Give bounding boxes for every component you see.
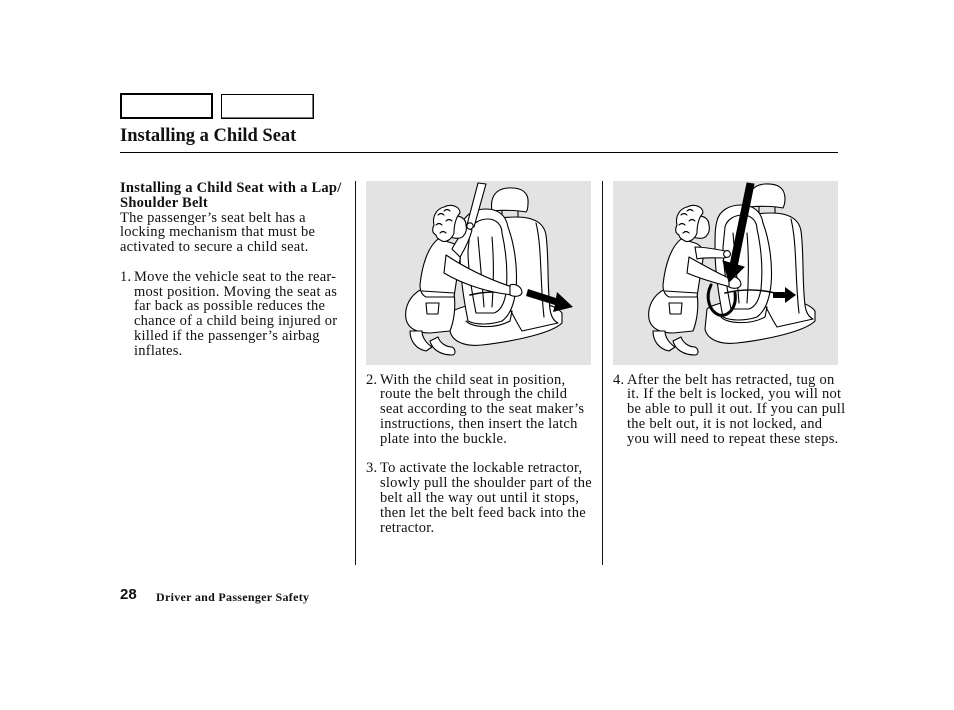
intro-line: activated to secure a child seat.: [120, 239, 309, 256]
step-line: route the belt through the child: [380, 386, 568, 403]
section-heading: Shoulder Belt: [120, 194, 208, 211]
step-line: Move the vehicle seat to the rear-: [134, 268, 337, 285]
step-line: To activate the lockable retractor,: [380, 460, 583, 477]
child-seat-belt-routing-illustration: [366, 181, 591, 365]
step-line: seat according to the seat maker’s: [380, 401, 585, 418]
page-number: 28: [120, 586, 137, 603]
step-line: you will need to repeat these steps.: [627, 430, 839, 447]
step-line: inflates.: [134, 342, 183, 359]
figure-shoe: [410, 331, 432, 351]
step-line: slowly pull the shoulder part of the: [380, 475, 592, 492]
step-line: far back as possible reduces the: [134, 298, 326, 315]
step-line: most position. Moving the seat as: [134, 283, 338, 300]
footer-section-title: Driver and Passenger Safety: [156, 590, 310, 604]
step-line: it. If the belt is locked, you will not: [627, 386, 842, 403]
step-4: [613, 373, 845, 447]
right-column: [613, 373, 845, 447]
step-line: be able to pull it out. If you can pull: [627, 401, 846, 418]
intro-line: The passenger’s seat belt has a: [120, 209, 306, 226]
step-line: plate into the buckle.: [380, 430, 508, 447]
step-2: [366, 373, 592, 447]
column-divider: [355, 181, 356, 565]
figure-shoe: [653, 331, 675, 351]
headrest: [492, 188, 529, 212]
paragraph-gap: [120, 255, 341, 270]
figure-shoe: [673, 337, 698, 355]
figure-shoe: [430, 337, 455, 355]
step-3: [366, 461, 592, 535]
step-number: 2.: [366, 371, 378, 388]
middle-column: [366, 373, 592, 536]
intro-line: locking mechanism that must be: [120, 224, 316, 241]
nav-button-1[interactable]: [120, 93, 213, 119]
section-heading: Installing a Child Seat with a Lap/: [120, 180, 342, 196]
step-line: retractor.: [380, 519, 435, 536]
step-number: 3.: [366, 460, 378, 477]
step-1: [120, 270, 341, 359]
step-line: belt all the way out until it stops,: [380, 489, 580, 506]
illustration-1: [366, 181, 591, 365]
figure-hand: [724, 251, 731, 258]
child-seat-pad: [468, 219, 507, 313]
illustration-2: [613, 181, 838, 365]
figure-hand: [467, 223, 473, 229]
step-number: 1.: [120, 268, 132, 285]
step-line: chance of a child being injured or: [134, 313, 338, 330]
belt-lock-check-illustration: [613, 181, 838, 365]
nav-button-2[interactable]: [221, 94, 314, 119]
step-line: After the belt has retracted, tug on: [627, 371, 835, 388]
page-title: Installing a Child Seat: [120, 126, 297, 146]
step-line: then let the belt feed back into the: [380, 504, 586, 521]
title-rule: [120, 152, 838, 153]
step-line: instructions, then insert the latch: [380, 415, 578, 432]
left-column: [120, 181, 341, 359]
step-number: 4.: [613, 371, 625, 388]
paragraph-gap: [366, 447, 592, 462]
step-line: With the child seat in position,: [380, 371, 566, 388]
step-line: the belt out, it is not locked, and: [627, 415, 823, 432]
headrest: [749, 184, 785, 208]
step-line: killed if the passenger’s airbag: [134, 327, 320, 344]
column-divider: [602, 181, 603, 565]
